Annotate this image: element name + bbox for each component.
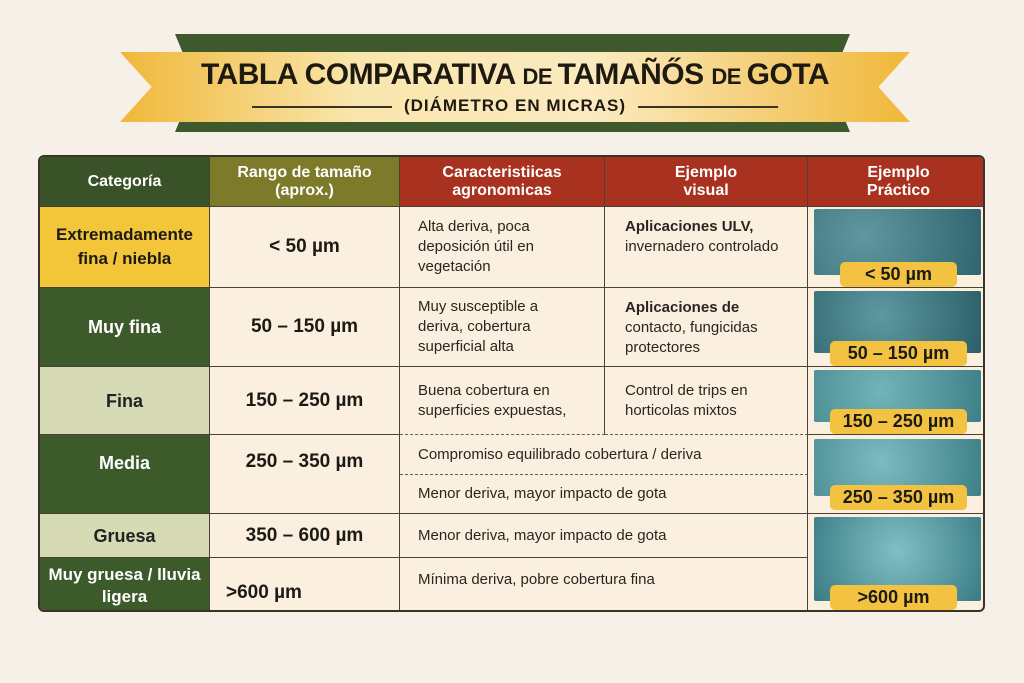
range-cell: 150 – 250 µm (210, 367, 400, 435)
example-cell: Control de trips en horticolas mixtos (605, 367, 808, 435)
header-category: Categoría (40, 157, 210, 207)
category-cell: Media (40, 435, 210, 514)
page-title: TABLA COMPARATIVA DE TAMAÑŐS DE GOTA (200, 58, 830, 91)
size-label: < 50 µm (840, 262, 957, 287)
range-cell: 50 – 150 µm (210, 288, 400, 367)
category-cell: Fina (40, 367, 210, 435)
size-label: >600 µm (830, 585, 957, 610)
range-cell: 250 – 350 µm (210, 435, 400, 514)
category-cell: Extremadamente fina / niebla (40, 207, 210, 288)
range-cell: >600 µm (210, 558, 400, 612)
header-visual-example: Ejemplo visual (605, 157, 808, 207)
characteristics-cell: Mínima deriva, pobre cobertura fina (400, 558, 808, 612)
size-label: 50 – 150 µm (830, 341, 967, 366)
comparison-table (38, 155, 985, 612)
page-subtitle: (DIÁMETRO EN MICRAS) (120, 96, 910, 116)
characteristics-cell: Muy susceptible a deriva, cobertura superficial alta (400, 288, 605, 367)
characteristics-cell: Compromiso equilibrado cobertura / deriva (400, 435, 808, 475)
header-range: Rango de tamaño (aprox.) (210, 157, 400, 207)
range-cell: < 50 µm (210, 207, 400, 288)
example-cell: Aplicaciones de contacto, fungicidas protectores (605, 288, 808, 367)
characteristics-cell: Menor deriva, mayor impacto de gota (400, 475, 808, 514)
category-cell: Gruesa (40, 514, 210, 558)
header-characteristics: Caracteristiicas agronomicas (400, 157, 605, 207)
header-practical-example: Ejemplo Práctico (808, 157, 985, 207)
example-cell: Aplicaciones ULV, invernadero controlado (605, 207, 808, 288)
characteristics-cell: Menor deriva, mayor impacto de gota (400, 514, 808, 558)
size-label: 150 – 250 µm (830, 409, 967, 434)
characteristics-cell: Alta deriva, poca deposición útil en vegetación (400, 207, 605, 288)
characteristics-cell: Buena cobertura en superficies expuestas, (400, 367, 605, 435)
range-cell: 350 – 600 µm (210, 514, 400, 558)
category-cell: Muy fina (40, 288, 210, 367)
size-label: 250 – 350 µm (830, 485, 967, 510)
category-cell: Muy gruesa / lluvia ligera (40, 558, 210, 612)
